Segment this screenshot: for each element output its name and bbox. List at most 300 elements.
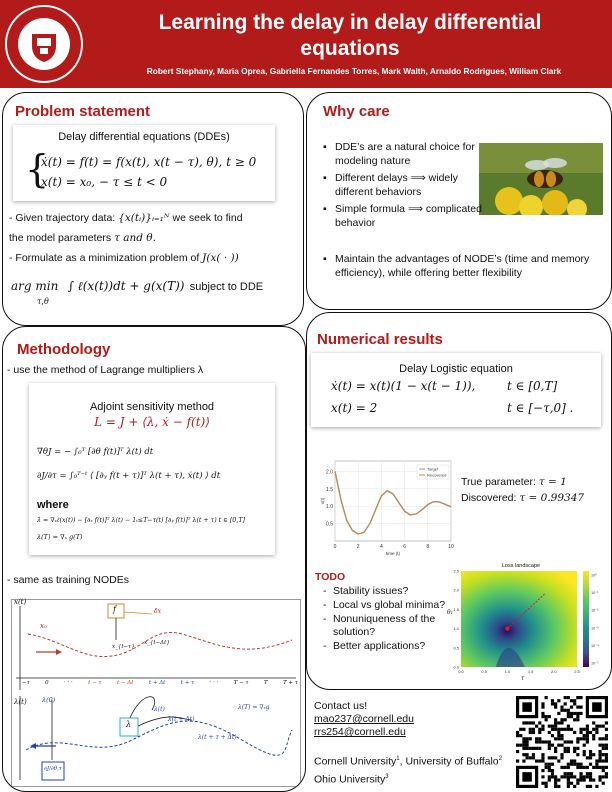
qr-module [589, 763, 592, 766]
qr-module [554, 728, 557, 731]
qr-module [605, 756, 608, 759]
affiliation-sup-3: 3 [385, 773, 389, 780]
poster-title [100, 10, 600, 62]
qr-module [567, 750, 570, 753]
qr-module [583, 753, 586, 756]
qr-module [516, 731, 519, 734]
qr-module [560, 706, 563, 709]
y-tick-label: 1.5 [453, 606, 459, 612]
discovered-value: τ = 0.99347 [519, 492, 585, 504]
qr-module [522, 753, 525, 756]
qr-module [538, 728, 541, 731]
why-care-panel [306, 92, 612, 310]
legend-entry: Target [427, 466, 439, 472]
qr-module [551, 756, 554, 759]
todo-item: - Local vs global minima? [333, 599, 453, 612]
qr-module [579, 778, 582, 781]
diagram-lttdt-label: λ(t + τ + Δt) [198, 734, 237, 741]
qr-module [545, 740, 548, 743]
qr-module [595, 766, 598, 769]
qr-module [567, 782, 570, 785]
methodology-title: Methodology [17, 341, 111, 358]
qr-module [570, 715, 573, 718]
qr-module [545, 718, 548, 721]
qr-module [567, 709, 570, 712]
discovered-line [461, 491, 584, 505]
qr-module [605, 744, 608, 747]
poster-header [0, 0, 612, 88]
qr-module [586, 731, 589, 734]
minimum-marker [505, 626, 509, 630]
qr-module [579, 731, 582, 734]
qr-module [545, 763, 548, 766]
gradient-theta-equation: ∇θJ = − ∫₀ᵀ [∂θ f(t)]ᵀ λ(t) dt [37, 447, 154, 457]
qr-module [545, 766, 548, 769]
x-tick-label: 1.0 [504, 669, 511, 674]
qr-module [592, 734, 595, 737]
qr-module [573, 763, 576, 766]
logistic-eq-1-domain: t ∈ [0,T] [507, 379, 558, 393]
y-tick-label: 0.0 [453, 664, 459, 670]
qr-module [567, 785, 570, 788]
diagram-x0-label: x₀ [40, 622, 47, 630]
why-bullet: ▪ DDE’s are a natural choice for modeling nature [335, 141, 485, 168]
qr-module [602, 766, 605, 769]
logistic-eq-2-domain: t ∈ [−τ,0] . [507, 401, 574, 415]
qr-module [541, 753, 544, 756]
title-line-1: Learning the delay in delay differential [158, 11, 542, 34]
qr-module [529, 747, 532, 750]
why-care-title: Why care [323, 103, 390, 120]
qr-module [560, 734, 563, 737]
qr-module [579, 737, 582, 740]
qr-module [570, 782, 573, 785]
qr-module [598, 759, 601, 762]
qr-module [589, 753, 592, 756]
qr-module [554, 702, 557, 705]
qr-module [532, 756, 535, 759]
qr-module [602, 769, 605, 772]
qr-module [554, 782, 557, 785]
qr-module [522, 728, 525, 731]
qr-module [526, 737, 529, 740]
y-axis-label: x(t) [320, 497, 325, 505]
qr-module [545, 785, 548, 788]
lagrangian-equation: L = J + ⟨λ, ẋ − f(t)⟩ [94, 415, 210, 429]
tick-label: t + τ [180, 680, 195, 686]
qr-module [516, 734, 519, 737]
author-list: Robert Stephany, Maria Oprea, Gabriella Fernandes Torres, Mark Walth, Arnaldo Rodrigues, William Clark [146, 66, 562, 76]
qr-module [548, 731, 551, 734]
qr-module [573, 747, 576, 750]
adjoint-diagram-svg [12, 600, 300, 786]
qr-module [570, 772, 573, 775]
qr-module [560, 718, 563, 721]
adjoint-equation-2: λ(T) = ∇ₓ g(T) [37, 533, 83, 541]
qr-module [551, 702, 554, 705]
qr-module [579, 763, 582, 766]
qr-module [519, 734, 522, 737]
qr-module [564, 709, 567, 712]
qr-module [589, 775, 592, 778]
problem-line-1-a: - Given trajectory data: [9, 212, 119, 224]
qr-module [583, 750, 586, 753]
qr-module [560, 775, 563, 778]
qr-module [605, 721, 608, 724]
qr-module [583, 734, 586, 737]
qr-module [548, 769, 551, 772]
qr-module [548, 747, 551, 750]
qr-module [526, 753, 529, 756]
tick-label: t − τ [88, 680, 102, 686]
qr-module [579, 712, 582, 715]
contact-email-2[interactable]: rrs254@cornell.edu [314, 726, 406, 738]
qr-module [570, 712, 573, 715]
qr-module [579, 772, 582, 775]
qr-module [538, 721, 541, 724]
why-care-list-wide [323, 253, 612, 280]
qr-finder [592, 702, 602, 712]
problem-line-1 [9, 211, 243, 225]
diagram-lt-label: λ(t) [14, 698, 27, 706]
qr-module [567, 728, 570, 731]
qr-module [586, 734, 589, 737]
contact-email-1[interactable]: mao237@cornell.edu [314, 713, 414, 725]
qr-module [557, 721, 560, 724]
loss-landscape-figure [447, 561, 603, 683]
qr-module [532, 728, 535, 731]
qr-module [579, 766, 582, 769]
qr-module [573, 759, 576, 762]
qr-module [586, 772, 589, 775]
qr-module [576, 706, 579, 709]
qr-module [554, 706, 557, 709]
why-bullet: ▪ Different delays ⟹ widely different behaviors [335, 172, 485, 199]
methodology-panel [2, 326, 306, 792]
diagram-lt2-label: λ(t) [154, 706, 165, 713]
y-tick-label: 1.0 [326, 504, 333, 511]
title-line-2: equations [300, 37, 400, 60]
qr-module [567, 775, 570, 778]
colorbar-tick-label: 10⁰ [591, 573, 597, 578]
affiliation-buffalo: , University of Buffalo [399, 755, 499, 768]
qr-module [557, 778, 560, 781]
qr-module [605, 775, 608, 778]
qr-code[interactable] [516, 696, 608, 788]
qr-module [573, 775, 576, 778]
todo-item: - Nonuniqueness of the solution? [333, 613, 453, 639]
x-tick-label: 0.5 [481, 669, 487, 674]
qr-module [564, 740, 567, 743]
objective-math: J(x( · )) [202, 252, 239, 264]
legend-entry: Recovered [427, 472, 447, 478]
qr-module [583, 744, 586, 747]
qr-module [605, 728, 608, 731]
x-tick-label: 2.5 [574, 669, 580, 674]
adjoint-card-title: Adjoint sensitivity method [89, 401, 215, 413]
qr-module [548, 740, 551, 743]
qr-module [551, 699, 554, 702]
problem-line-2 [9, 231, 156, 245]
dde-card-title: Delay differential equations (DDEs) [58, 131, 230, 143]
qr-module [529, 721, 532, 724]
trajectory-data-math: {x(tᵢ)}ᵢ₌₁ᴺ [118, 212, 170, 224]
qr-module [560, 709, 563, 712]
argmin-subscript: τ,θ [37, 297, 49, 306]
qr-module [526, 744, 529, 747]
qr-module [535, 747, 538, 750]
qr-module [570, 775, 573, 778]
qr-module [516, 750, 519, 753]
qr-module [522, 740, 525, 743]
qr-module [541, 715, 544, 718]
qr-module [545, 715, 548, 718]
y-tick-label: 2.0 [453, 587, 459, 593]
qr-module [516, 744, 519, 747]
qr-module [583, 775, 586, 778]
dde-equation-2: x(t) = x₀, − τ ≤ t < 0 [41, 175, 168, 189]
qr-module [548, 763, 551, 766]
diagram-xdt-label: x_{t−Δt} [144, 640, 170, 646]
qr-module [554, 785, 557, 788]
qr-module [548, 778, 551, 781]
qr-module [583, 766, 586, 769]
qr-module [532, 753, 535, 756]
qr-module [586, 775, 589, 778]
qr-module [541, 706, 544, 709]
x-tick-label: 0.0 [458, 669, 464, 674]
loss-landscape-title: Loss landscape [501, 563, 541, 569]
qr-module [567, 725, 570, 728]
qr-module [602, 775, 605, 778]
qr-module [586, 785, 589, 788]
qr-module [535, 740, 538, 743]
affiliation-ohio: Ohio University [314, 773, 386, 785]
logistic-eq-2: x(t) = 2 [331, 401, 378, 415]
qr-module [532, 747, 535, 750]
numerical-results-title: Numerical results [317, 331, 443, 348]
same-as-node: - same as training NODEs [7, 574, 129, 586]
qr-module [589, 778, 592, 781]
qr-module [519, 728, 522, 731]
qr-module [598, 737, 601, 740]
qr-module [557, 737, 560, 740]
qr-module [602, 744, 605, 747]
qr-module [564, 702, 567, 705]
diagram-dx-label: δx [154, 608, 161, 615]
y-tick-label: 0.5 [453, 645, 459, 651]
qr-module [592, 766, 595, 769]
qr-module [541, 728, 544, 731]
true-parameter-value: τ = 1 [538, 476, 567, 488]
qr-module [589, 756, 592, 759]
qr-module [541, 725, 544, 728]
qr-module [576, 712, 579, 715]
tick-label: −τ [22, 680, 30, 686]
qr-module [567, 740, 570, 743]
qr-module [551, 744, 554, 747]
qr-module [598, 750, 601, 753]
qr-module [557, 734, 560, 737]
qr-module [564, 772, 567, 775]
qr-module [554, 750, 557, 753]
contact-section [314, 700, 514, 786]
argmin-tail: subject to DDE [189, 281, 264, 293]
diagram-lambda-label: λ [126, 720, 132, 729]
affiliation-cornell: Cornell University [314, 755, 397, 768]
qr-module [522, 721, 525, 724]
heatmap-field [461, 571, 577, 667]
colorbar [583, 571, 589, 667]
affiliation-sup-1: 1 [396, 756, 400, 762]
qr-module [598, 725, 601, 728]
discovered-label: Discovered: [461, 492, 520, 504]
qr-module [576, 737, 579, 740]
colorbar-tick-label: 10⁻¹ [591, 591, 599, 596]
qr-module [516, 759, 519, 762]
qr-module [595, 728, 598, 731]
qr-module [576, 763, 579, 766]
loss-landscape-ylabel: θ₁ [447, 609, 454, 616]
qr-module [605, 759, 608, 762]
qr-module [541, 782, 544, 785]
qr-module [589, 785, 592, 788]
y-tick-label: 1.5 [326, 486, 333, 493]
x-tick-label: 2.0 [551, 669, 557, 674]
qr-module [548, 744, 551, 747]
qr-module [564, 696, 567, 699]
qr-module [548, 766, 551, 769]
qr-module [583, 728, 586, 731]
qr-module [586, 728, 589, 731]
qr-module [589, 772, 592, 775]
qr-module [586, 725, 589, 728]
diagram-dJ-label: ∂J/∂θ,τ [44, 766, 62, 772]
qr-module [560, 744, 563, 747]
diagram-lT-label: λ(T) = ∇ₓg [238, 704, 270, 711]
qr-module [573, 712, 576, 715]
qr-module [595, 763, 598, 766]
adjoint-equation-1: λ̇ = ∇ₓℓ(x(t)) − [∂ₓ f(t)]ᵀ λ(t) − 1ₜ≤T−τ(t) [∂ᵧ f(t)]ᵀ λ(t + τ) t ∈ [0,T] [37, 517, 245, 524]
affiliation-sup-2: 2 [498, 756, 502, 762]
qr-module [576, 740, 579, 743]
qr-module [595, 785, 598, 788]
qr-module [576, 747, 579, 750]
qr-module [592, 721, 595, 724]
qr-module [598, 753, 601, 756]
qr-module [602, 782, 605, 785]
qr-module [535, 737, 538, 740]
why-care-list [323, 141, 485, 234]
qr-module [598, 775, 601, 778]
tick-label: t − Δt [116, 680, 134, 686]
x-tick-label: 6 [403, 544, 406, 550]
qr-module [605, 753, 608, 756]
qr-module [570, 728, 573, 731]
qr-module [567, 696, 570, 699]
qr-module [560, 753, 563, 756]
affiliation-line-2 [314, 771, 514, 787]
qr-module [605, 734, 608, 737]
qr-module [567, 747, 570, 750]
qr-module [554, 756, 557, 759]
lagrange-intro: - use the method of Lagrange multipliers λ [7, 364, 204, 376]
qr-module [529, 737, 532, 740]
diagram-f-label: f [113, 605, 116, 614]
qr-finder [522, 702, 532, 712]
qr-module [560, 756, 563, 759]
contact-heading: Contact us! [314, 700, 368, 712]
x-tick-label: 1.5 [527, 669, 534, 674]
qr-module [567, 763, 570, 766]
qr-module [595, 725, 598, 728]
qr-module [522, 759, 525, 762]
qr-module [554, 718, 557, 721]
qr-module [541, 740, 544, 743]
objective-integral: ∫ ℓ(x(t))dt + g(x(T)) [67, 279, 185, 293]
x-axis-label: time (t) [386, 551, 400, 556]
qr-module [557, 712, 560, 715]
x-tick-label: 8 [426, 544, 430, 550]
qr-module [564, 775, 567, 778]
qr-module [548, 715, 551, 718]
qr-module [567, 778, 570, 781]
logistic-eq-1: ẋ(t) = x(t)(1 − x(t − 1)), [331, 379, 476, 393]
qr-module [605, 766, 608, 769]
qr-module [570, 740, 573, 743]
logistic-card-title: Delay Logistic equation [399, 363, 513, 375]
qr-module [548, 725, 551, 728]
qr-module [564, 766, 567, 769]
true-parameter-line [461, 475, 567, 489]
qr-module [541, 775, 544, 778]
qr-module [554, 778, 557, 781]
qr-module [548, 756, 551, 759]
qr-module [535, 725, 538, 728]
qr-module [570, 763, 573, 766]
qr-module [526, 740, 529, 743]
qr-module [567, 766, 570, 769]
qr-module [579, 775, 582, 778]
qr-module [529, 731, 532, 734]
qr-module [551, 769, 554, 772]
qr-module [554, 775, 557, 778]
qr-module [570, 699, 573, 702]
qr-module [592, 753, 595, 756]
qr-module [576, 778, 579, 781]
dde-equation-1: ẋ(t) = f(t) = f(x(t), x(t − τ), θ), t ≥ 0 [41, 155, 257, 169]
qr-module [602, 737, 605, 740]
qr-module [538, 737, 541, 740]
qr-module [586, 737, 589, 740]
qr-module [598, 766, 601, 769]
diagram-xt-label: x(t) [14, 598, 27, 606]
bee-on-flower-image [479, 143, 603, 215]
qr-module [560, 728, 563, 731]
qr-module [592, 737, 595, 740]
qr-module [548, 775, 551, 778]
qr-module [589, 750, 592, 753]
qr-module [576, 766, 579, 769]
colorbar-tick-label: 10⁻⁵ [591, 661, 599, 666]
qr-module [586, 740, 589, 743]
qr-module [598, 744, 601, 747]
qr-module [551, 725, 554, 728]
loss-landscape-xlabel: τ [521, 675, 525, 682]
tick-label: T − τ [233, 680, 249, 686]
qr-module [529, 728, 532, 731]
qr-module [538, 740, 541, 743]
